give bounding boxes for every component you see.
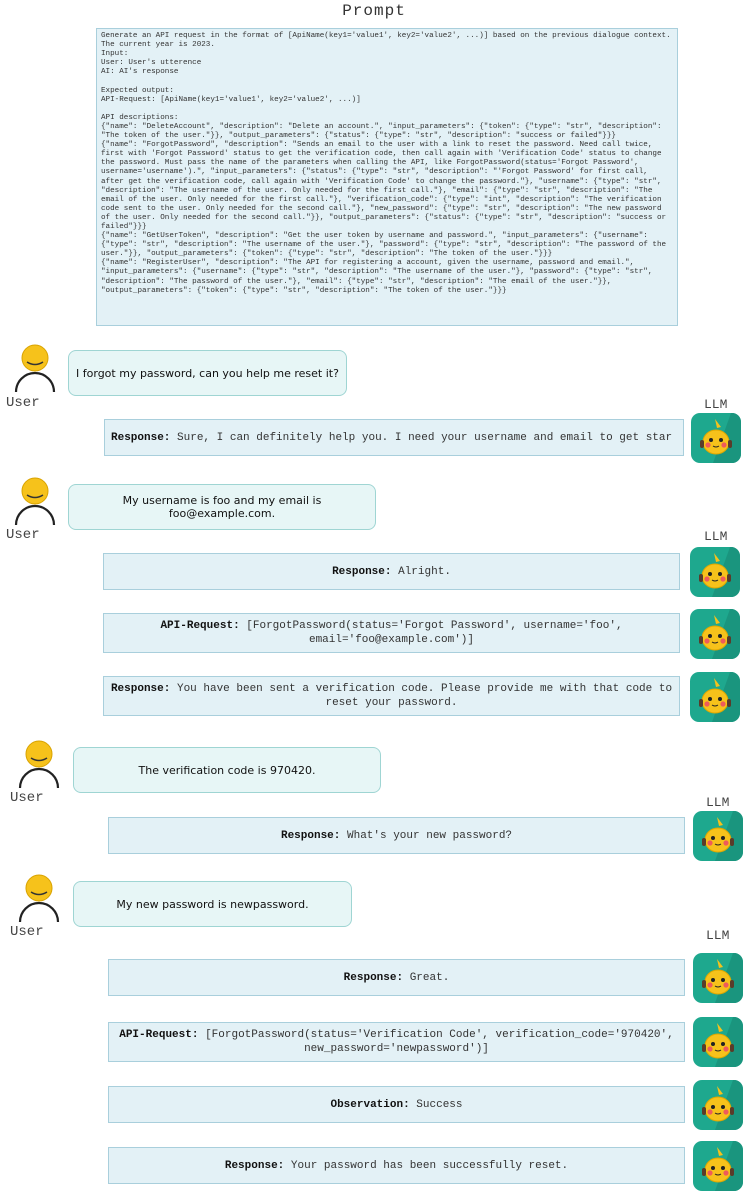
message-kind: Response: [332,565,392,578]
llm-avatar-icon [693,953,743,1003]
prompt-title: Prompt [342,2,406,20]
llm-avatar-icon [690,672,740,722]
message-text: Your password has been successfully reset. [290,1159,569,1172]
message-kind: Observation: [330,1098,410,1111]
llm-avatar-icon [693,811,743,861]
user-message: My username is foo and my email is foo@example.com. [68,484,376,530]
llm-avatar-icon [690,609,740,659]
message-text: [ForgotPassword(status='Forgot Password', username='foo', email='foo@example.com')] [246,620,623,646]
llm-message [103,553,680,590]
user-label: User [6,527,40,543]
message-text: What's your new password? [347,829,513,842]
llm-label: LLM [706,928,730,943]
llm-label: LLM [704,397,728,412]
llm-message [108,1086,685,1123]
user-message: My new password is newpassword. [73,881,352,927]
llm-message [108,817,685,854]
llm-label: LLM [704,529,728,544]
llm-avatar-icon [690,547,740,597]
message-text: You have been sent a verification code. Please provide me with that code to reset your password. [176,683,673,709]
message-kind: Response: [224,1159,285,1172]
user-avatar-icon [8,475,58,533]
user-message: The verification code is 970420. [73,747,381,793]
llm-message [108,1147,685,1184]
message-kind: API-Request: [160,620,240,632]
llm-message [103,676,680,716]
message-text: Great. [409,971,450,984]
llm-avatar-icon [691,413,741,463]
llm-avatar-icon [693,1141,743,1191]
message-kind: Response: [110,683,171,695]
llm-avatar-icon [693,1017,743,1067]
user-avatar-icon [12,872,62,930]
llm-message [103,613,680,653]
user-label: User [10,924,44,940]
message-kind: API-Request: [119,1029,199,1041]
message-kind: Response: [111,431,171,444]
message-text: Alright. [398,565,451,578]
message-kind: Response: [343,971,404,984]
llm-label: LLM [706,795,730,810]
llm-message [108,959,685,996]
llm-avatar-icon [693,1080,743,1130]
prompt-box: Generate an API request in the format of [ApiName(key1='value1', key2='value2', ...)] based on the previous dialogue context. The current year is 2023. Input: User: User's utterence AI: AI's response Expected output: API-Request: [ApiName(key1='value1', key2='value2', ...)] API descriptions: {"name": "DeleteAccount", "description": "Delete an account.", "input_parameters": {"token": {"type": "str", "description": "The token of the user."}}, "output_parameters": {"status": {"type": "str", "description": "success or failed"}}} {"name": "ForgotPassword", "description": "Sends an email to the user with a link to reset the password. Need call twice, first with 'Forgot Password' status to get the verification code, then call again with 'Verification Code' status to change the password. Must pass the name of the parameters when calling the API, like ForgotPassword(status='Forgot Password', username='username').", "input_parameters": {"status": {"type": "str", "description": "'Forgot Password' for first call, after get the verification code, call again with 'Verification Code' to change the password."}, "username": {"type": "str", "description": "The username of the user. Only needed for the first call."}, "email": {"type": "str", "description": "The email of the user. Only needed for the first call."}, "verification_code": {"type": "int", "description": "The verification code sent to the user. Only needed for the second call."}, "new_password": {"type": "str", "description": "The new password of the user. Only needed for the second call."}}, "output_parameters": {"status": {"type": "str", "description": "success or failed"}}} {"name": "GetUserToken", "description": "Get the user token by username and password.", "input_parameters": {"username": {"type": "str", "description": "The username of the user."}, "password": {"type": "str", "description": "The password of the user."}}, "output_parameters": {"token": {"type": "str", "description": "The token of the user."}}} {"name": "RegisterUser", "description": "The API for registering a account, given the username, password and email.", "input_parameters": {"username": {"type": "str", "description": "The username of the user."}, "password": {"type": "str", "description": "The password of the user."}, "email": {"type": "str", "description": "The email of the user."}}, "output_parameters": {"token": {"type": "str", "description": "The token of the user."}}} [96,28,678,326]
message-kind: Response: [280,829,341,842]
user-avatar-icon [8,342,58,400]
message-text: Success [416,1098,463,1111]
message-text: Sure, I can definitely help you. I need your username and email to get star [177,431,673,444]
message-text: [ForgotPassword(status='Verification Code', verification_code='970420', new_password='newpassword')] [205,1029,674,1055]
user-message: I forgot my password, can you help me reset it? [68,350,347,396]
user-avatar-icon [12,738,62,796]
llm-message [104,419,684,456]
user-label: User [6,395,40,411]
llm-message [108,1022,685,1062]
user-label: User [10,790,44,806]
